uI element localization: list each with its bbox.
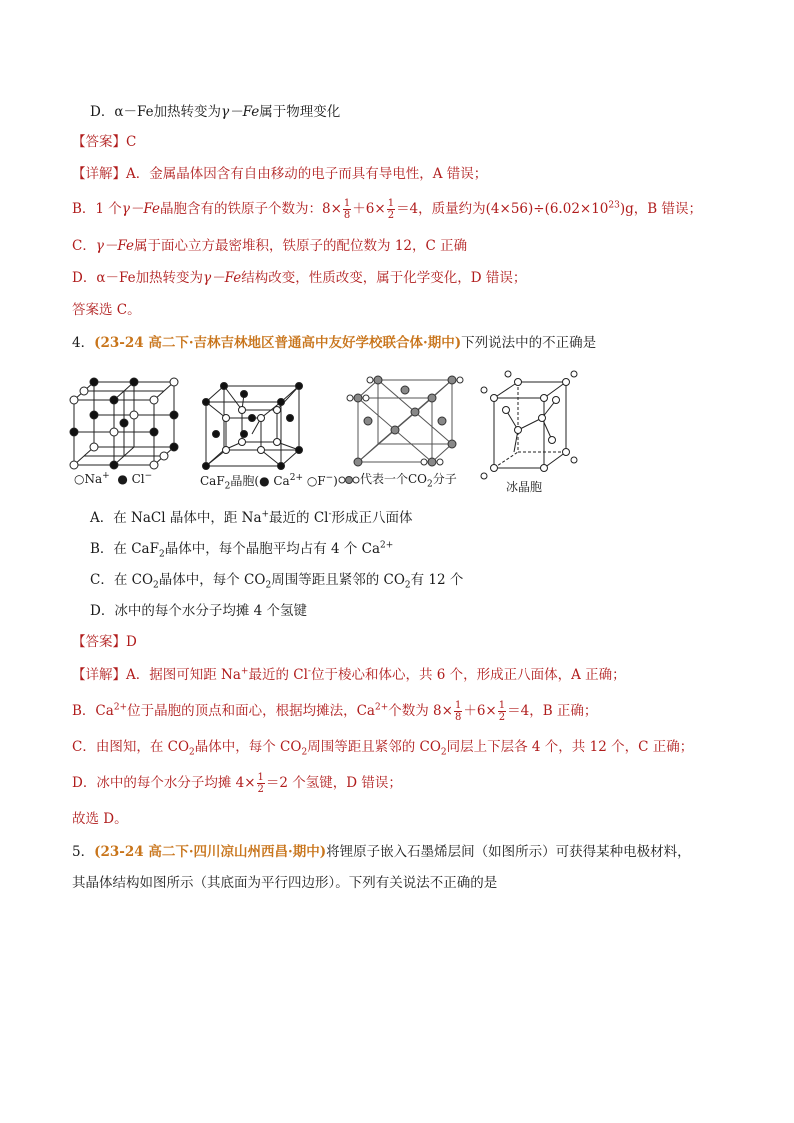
co2-cell-diagram [347, 376, 463, 466]
q5-stem: 5．(23-24 高二下·四川凉山州西昌·期中)将锂原子嵌入石墨烯层间（如图所示）可获得某种电极材料， [72, 844, 691, 860]
q3-choice: 答案选 C。 [72, 302, 141, 318]
ice-cell-diagram [481, 371, 577, 479]
prev-option-d: D．α－Fe加热转变为γ－Fe属于物理变化 [90, 104, 341, 120]
q4-detail-a: 【详解】A．据图可知距 Na+最近的 Cl-位于棱心和体心，共 6 个，形成正八面体，A 正确； [72, 666, 626, 683]
q4-detail-c: C．由图知，在 $CO_2$晶体中，每个 $CO_2$周围等距且紧邻的 $CO_2$同层上下层各 4 个，共 12 个，C 正确； [72, 739, 694, 758]
fraction: $\frac{1}{2}$ [498, 700, 506, 723]
q4-choice: 故选 D。 [72, 811, 128, 827]
q4-option-d: D．冰中的每个水分子均摊 4 个氢键 [90, 603, 307, 619]
q4-detail-b: B．$Ca^{2+}$位于晶胞的顶点和面心，根据均摊法，$Ca^{2+}$个数为 8× $\frac{1}{8}$ ＋6× $\frac{1}{2}$ ＝4，B 正确； [72, 700, 598, 723]
q4-option-b: B．在 CaF$_2$晶体中，每个晶胞平均占有 4 个 $Ca^{2+}$ [90, 540, 394, 560]
ice-caption: 冰晶胞 [506, 480, 543, 494]
co2-molecule-icon [338, 475, 360, 485]
q4-answer: 【答案】D [72, 634, 137, 650]
fraction: $\frac{1}{8}$ [343, 198, 351, 221]
q4-stem: 4．(23-24 高二下·吉林吉林地区普通高中友好学校联合体·期中)下列说法中的不正确是 [72, 335, 597, 351]
q3-detail-c: C．γ－Fe属于面心立方最密堆积，铁原子的配位数为 12，C 正确 [72, 238, 468, 254]
caf2-caption: CaF$_2$晶胞(● $Ca^{2+}$ ○F−) [200, 473, 338, 492]
nacl-caption: ○Na+ ● Cl− [74, 471, 153, 486]
q4-option-a: A．在 NaCl 晶体中，距 Na+最近的 Cl-形成正八面体 [90, 509, 413, 526]
q3-detail-d: D．α－Fe加热转变为γ－Fe结构改变，性质改变，属于化学变化，D 错误； [72, 270, 527, 286]
caf2-cell-diagram [203, 383, 303, 470]
q4-detail-d: D．冰中的每个水分子均摊 4× $\frac{1}{2}$ ＝2 个氢键，D 错误； [72, 772, 402, 795]
fraction: $\frac{1}{2}$ [387, 198, 395, 221]
fraction: $\frac{1}{2}$ [257, 772, 264, 795]
nacl-cell-diagram [70, 378, 178, 469]
q5-source: (23-24 高二下·四川凉山州西昌·期中) [94, 844, 327, 860]
crystal-figures [66, 370, 586, 495]
co2-caption: 代表一个$CO_2$分子 [338, 472, 457, 486]
q3-detail-a: 【详解】A．金属晶体因含有自由移动的电子而具有导电性，A 错误； [72, 166, 488, 182]
q4-option-c: C．在 $CO_2$晶体中，每个 $CO_2$周围等距且紧邻的 $CO_2$有 12 个 [90, 572, 464, 591]
q3-detail-b: B．1 个γ－Fe晶胞含有的铁原子个数为：8× $\frac{1}{8}$ ＋6× $\frac{1}{2}$ ＝4，质量约为$(4\times 56)\div(6.02\times 10^{23})g$，B 错误； [72, 198, 702, 221]
q4-source: (23-24 高二下·吉林吉林地区普通高中友好学校联合体·期中) [94, 335, 462, 351]
q3-answer: 【答案】C [72, 134, 137, 150]
q5-stem-continued: 其晶体结构如图所示（其底面为平行四边形）。下列有关说法不正确的是 [72, 875, 498, 891]
fraction: $\frac{1}{8}$ [454, 700, 462, 723]
